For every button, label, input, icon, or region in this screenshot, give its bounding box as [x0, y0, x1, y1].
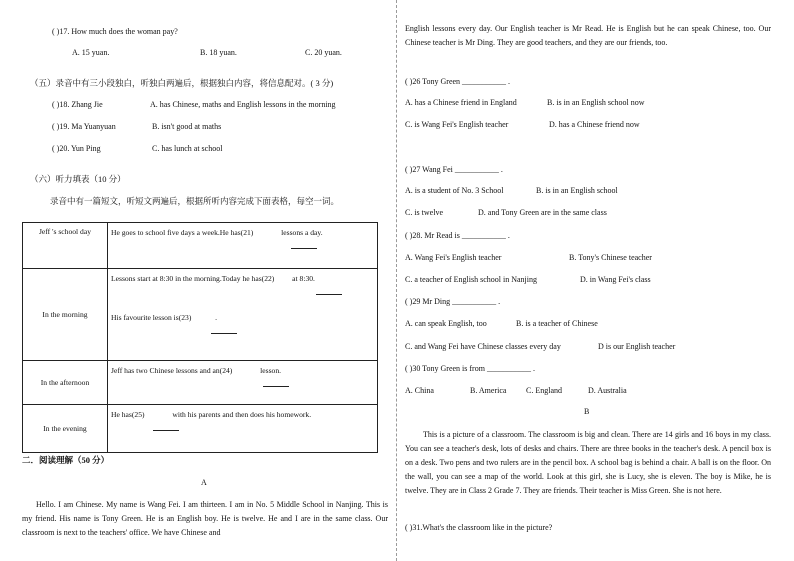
blank-21[interactable] — [255, 227, 279, 235]
q30-option-a: A. China — [405, 386, 434, 395]
q29-option-c: C. and Wang Fei have Chinese classes every day — [405, 342, 561, 351]
q29-option-a: A. can speak English, too — [405, 319, 487, 328]
blank-25-line[interactable] — [153, 422, 179, 431]
row-content — [108, 361, 378, 405]
q17-option-b: B. 18 yuan. — [200, 48, 237, 57]
column-divider — [396, 0, 397, 561]
passage-b-text: This is a picture of a classroom. The classroom is big and clean. There are 14 girls and 16 boys in my class. You can see a teacher's desk, lots of desks and chairs. There are three books in the teacher's desk. A pencil box is on a desk. Two pens and two rulers are in the pencil box. A school bag is behind a chair. A ball is on the floor. On the wall, you can see a map of the world. Look at this girl, she is Lucy, she is eleven. The boy is Mike, he is twelve. They are in Class 2 Grade 7. They are friends. Their teacher is Miss Green. She is not here. — [405, 430, 771, 495]
row-text: . — [215, 312, 218, 322]
q28-option-a: A. Wang Fei's English teacher — [405, 253, 502, 262]
row-text: Jeff has two Chinese lessons and an(24) — [111, 366, 233, 375]
q27-option-c: C. is twelve — [405, 208, 443, 217]
q17-option-c: C. 20 yuan. — [305, 48, 342, 57]
q27-option-a: A. is a student of No. 3 School — [405, 186, 504, 195]
q30-option-b: B. America — [470, 386, 507, 395]
row-content — [108, 223, 378, 269]
q29-option-b: B. is a teacher of Chinese — [516, 319, 598, 328]
q26-option-d: D. has a Chinese friend now — [549, 120, 640, 129]
row-label: In the evening — [23, 405, 108, 453]
table-row — [23, 405, 378, 453]
q27-option-b: B. is in an English school — [536, 186, 618, 195]
q26-option-c: C. is Wang Fei's English teacher — [405, 120, 509, 129]
section6-instructions: 录音中有一篇短文，听短文两遍后，根据所听内容完成下面表格，每空一词。 — [50, 196, 340, 206]
q19-stem: ( )19. Ma Yuanyuan — [52, 122, 116, 131]
q26-option-a: A. has a Chinese friend in England — [405, 98, 517, 107]
section5-title: （五）录音中有三小段独白，听独白两遍后，根据独白内容，将信息配对。( 3 分) — [30, 78, 334, 88]
q28-option-d: D. in Wang Fei's class — [580, 275, 651, 284]
passage-a-continued: English lessons every day. Our English teacher is Mr Read. He is English but he can speak Chinese, too. Our Chinese teacher is Mr Ding. They are good teachers, and they are our friends, too. — [405, 24, 771, 47]
blank-23-line[interactable] — [211, 325, 237, 334]
section6-title: （六）听力填表（10 分） — [30, 174, 126, 184]
blank-23[interactable] — [193, 312, 213, 320]
row-text: He goes to school five days a week.He has(21) — [111, 228, 254, 237]
row-text: Lessons start at 8:30 in the morning.Today he has(22) — [111, 274, 275, 283]
table-row — [23, 269, 378, 361]
q29-stem: ( )29 Mr Ding ___________ . — [405, 297, 501, 306]
q31-stem: ( )31.What's the classroom like in the picture? — [405, 523, 553, 532]
q27-option-d: D. and Tony Green are in the same class — [478, 208, 607, 217]
row-content — [108, 269, 378, 361]
q29-option-d: D is our English teacher — [598, 342, 676, 351]
blank-22[interactable] — [276, 273, 290, 281]
blank-24[interactable] — [234, 365, 258, 373]
q17-option-a: A. 15 yuan. — [72, 48, 110, 57]
row-label: In the afternoon — [23, 361, 108, 405]
row-label: Jeff 's school day — [23, 223, 108, 269]
blank-24-line[interactable] — [263, 378, 289, 387]
q18-match: A. has Chinese, maths and English lessons in the morning — [150, 100, 336, 109]
row-text: at 8:30. — [292, 274, 315, 283]
row-label: In the morning — [23, 269, 108, 361]
q28-stem: ( )28. Mr Read is ___________ . — [405, 231, 510, 240]
row-text: lesson. — [260, 366, 282, 375]
row-content — [108, 405, 378, 453]
blank-25[interactable] — [146, 409, 170, 417]
q19-match: B. isn't good at maths — [152, 122, 222, 131]
row-text: with his parents and then does his homework. — [172, 410, 312, 419]
blank-22-line[interactable] — [316, 286, 342, 295]
q17-stem: ( )17. How much does the woman pay? — [52, 27, 178, 36]
q26-option-b: B. is in an English school now — [547, 98, 645, 107]
q30-option-c: C. England — [526, 386, 562, 395]
passage-a-text: Hello. I am Chinese. My name is Wang Fei. I am thirteen. I am in No. 5 Middle School in Nanjing. This is my friend. His name is Tony Green. He is an English boy. He is twelve. He and I are in the same class. Our classroom is next to the teachers' office. We have Chinese and — [22, 500, 388, 537]
passage-b-label: B — [584, 407, 590, 416]
listening-table — [22, 222, 378, 453]
blank-21-line[interactable] — [291, 240, 317, 249]
table-row — [23, 361, 378, 405]
table-row — [23, 223, 378, 269]
q20-stem: ( )20. Yun Ping — [52, 144, 101, 153]
row-text: lessons a day. — [281, 228, 323, 237]
q20-match: C. has lunch at school — [152, 144, 223, 153]
q18-stem: ( )18. Zhang Jie — [52, 100, 103, 109]
q30-option-d: D. Australia — [588, 386, 627, 395]
row-text: He has(25) — [111, 410, 145, 419]
part2-title: 二．阅读理解（50 分） — [22, 455, 110, 465]
q28-option-b: B. Tony's Chinese teacher — [569, 253, 652, 262]
q26-stem: ( )26 Tony Green ___________ . — [405, 77, 511, 86]
row-text: His favourite lesson is(23) — [111, 312, 192, 322]
q30-stem: ( )30 Tony Green is from ___________ . — [405, 364, 535, 373]
q27-stem: ( )27 Wang Fei ___________ . — [405, 165, 503, 174]
passage-a-label: A — [201, 478, 207, 487]
q28-option-c: C. a teacher of English school in Nanjing — [405, 275, 537, 284]
